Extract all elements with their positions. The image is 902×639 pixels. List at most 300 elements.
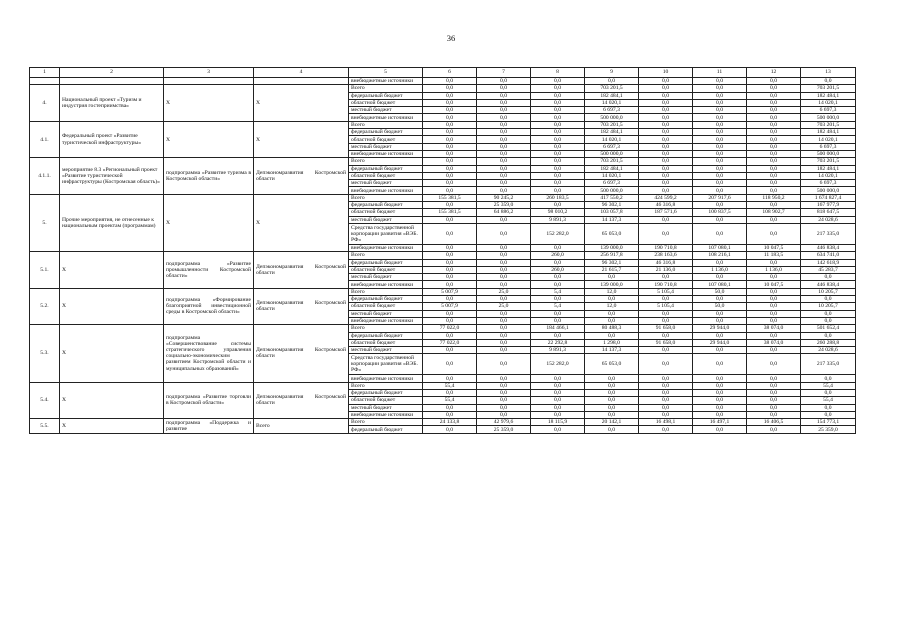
- amount-cell: 0,0: [747, 92, 801, 99]
- program-name: подпрограмма «Развитие туризма в Костромской области»: [164, 158, 254, 194]
- amount-cell: 182 484,1: [585, 129, 639, 136]
- amount-cell: 0,0: [747, 375, 801, 382]
- amount-cell: 0,0: [423, 404, 477, 411]
- amount-cell: 0,0: [531, 375, 585, 382]
- funding-source: федеральный бюджет: [349, 259, 423, 266]
- amount-cell: 0,0: [693, 129, 747, 136]
- amount-cell: 0,0: [747, 347, 801, 354]
- row-number: 5.: [30, 194, 60, 251]
- amount-cell: 217 335,0: [801, 223, 856, 244]
- amount-cell: 0,0: [477, 259, 531, 266]
- amount-cell: 0,0: [423, 332, 477, 339]
- amount-cell: 0,0: [423, 310, 477, 317]
- amount-cell: 0,0: [423, 150, 477, 157]
- amount-cell: 65 053,0: [585, 223, 639, 244]
- amount-cell: 0,0: [423, 107, 477, 114]
- amount-cell: 0,0: [585, 426, 639, 433]
- item-name: Х: [60, 325, 164, 382]
- amount-cell: 0,0: [423, 78, 477, 85]
- amount-cell: 0,0: [531, 296, 585, 303]
- amount-cell: 0,0: [585, 78, 639, 85]
- amount-cell: 182 484,1: [585, 165, 639, 172]
- amount-cell: 5,4: [531, 288, 585, 295]
- item-name: Прочие мероприятия, не отнесенные к национальным проектам (программам): [60, 194, 164, 251]
- amount-cell: 446 838,4: [801, 281, 856, 288]
- amount-cell: 10 047,5: [747, 281, 801, 288]
- amount-cell: 182 484,1: [585, 92, 639, 99]
- amount-cell: 0,0: [747, 389, 801, 396]
- amount-cell: 0,0: [693, 347, 747, 354]
- table-row: [30, 288, 856, 295]
- amount-cell: 0,0: [747, 136, 801, 143]
- amount-cell: 0,0: [423, 354, 477, 375]
- amount-cell: 0,0: [693, 158, 747, 165]
- amount-cell: 29 944,0: [693, 325, 747, 332]
- amount-cell: 0,0: [801, 404, 856, 411]
- amount-cell: 0,0: [693, 165, 747, 172]
- amount-cell: 25 359,0: [801, 426, 856, 433]
- amount-cell: 10 205,7: [801, 288, 856, 295]
- amount-cell: 0,0: [477, 99, 531, 106]
- amount-cell: 0,0: [693, 382, 747, 389]
- amount-cell: 90 245,2: [477, 194, 531, 201]
- funding-source: внебюджетные источники: [349, 375, 423, 382]
- amount-cell: 0,0: [693, 389, 747, 396]
- amount-cell: 0,0: [531, 310, 585, 317]
- amount-cell: 0,0: [423, 347, 477, 354]
- amount-cell: 703 201,5: [801, 85, 856, 92]
- amount-cell: 1 674 827,4: [801, 194, 856, 201]
- amount-cell: 50,0: [693, 303, 747, 310]
- amount-cell: 0,0: [693, 187, 747, 194]
- amount-cell: 0,0: [423, 375, 477, 382]
- amount-cell: 0,0: [531, 121, 585, 128]
- amount-cell: 42 979,6: [477, 419, 531, 426]
- amount-cell: 0,0: [477, 136, 531, 143]
- amount-cell: 0,0: [693, 143, 747, 150]
- amount-cell: 16 406,5: [747, 419, 801, 426]
- amount-cell: 0,0: [747, 404, 801, 411]
- funding-source: Всего: [349, 194, 423, 201]
- amount-cell: 0,0: [477, 114, 531, 121]
- amount-cell: 0,0: [639, 136, 693, 143]
- amount-cell: 0,0: [477, 354, 531, 375]
- funding-source: Всего: [349, 325, 423, 332]
- item-name: Х: [60, 382, 164, 418]
- funding-source: федеральный бюджет: [349, 202, 423, 209]
- amount-cell: 118 950,2: [747, 194, 801, 201]
- amount-cell: 0,0: [639, 165, 693, 172]
- amount-cell: 0,0: [423, 136, 477, 143]
- amount-cell: 0,0: [531, 202, 585, 209]
- amount-cell: 0,0: [585, 375, 639, 382]
- amount-cell: 6 697,3: [585, 143, 639, 150]
- column-header: 9: [585, 68, 639, 78]
- amount-cell: 0,0: [531, 172, 585, 179]
- amount-cell: 0,0: [585, 332, 639, 339]
- amount-cell: 0,0: [531, 274, 585, 281]
- funding-source: местный бюджет: [349, 274, 423, 281]
- amount-cell: 98 010,2: [531, 209, 585, 216]
- program-name: Х: [164, 85, 254, 121]
- amount-cell: 25 359,0: [477, 426, 531, 433]
- amount-cell: 0,0: [477, 281, 531, 288]
- amount-cell: 0,0: [747, 288, 801, 295]
- amount-cell: 14 020,1: [585, 136, 639, 143]
- executor-name: Всего: [254, 419, 349, 434]
- amount-cell: 0,0: [639, 317, 693, 324]
- amount-cell: 0,0: [639, 347, 693, 354]
- amount-cell: 0,0: [585, 382, 639, 389]
- amount-cell: 142 618,9: [801, 259, 856, 266]
- amount-cell: 108 902,7: [747, 209, 801, 216]
- amount-cell: 0,0: [639, 223, 693, 244]
- amount-cell: 207 917,6: [693, 194, 747, 201]
- amount-cell: 155 381,5: [423, 209, 477, 216]
- amount-cell: 0,0: [585, 389, 639, 396]
- funding-source: Всего: [349, 85, 423, 92]
- funding-source: внебюджетные источники: [349, 317, 423, 324]
- table-row: [30, 194, 856, 201]
- funding-source: областной бюджет: [349, 266, 423, 273]
- amount-cell: 0,0: [477, 78, 531, 85]
- funding-source: внебюджетные источники: [349, 114, 423, 121]
- amount-cell: 91 658,0: [639, 339, 693, 346]
- program-name: [164, 78, 254, 85]
- amount-cell: 0,0: [423, 92, 477, 99]
- item-name: Х: [60, 288, 164, 324]
- amount-cell: 260,0: [531, 266, 585, 273]
- page-number: 36: [446, 33, 456, 43]
- amount-cell: 500 000,0: [585, 187, 639, 194]
- amount-cell: 55,4: [801, 397, 856, 404]
- amount-cell: 0,0: [747, 332, 801, 339]
- amount-cell: 0,0: [531, 397, 585, 404]
- amount-cell: 55,4: [423, 397, 477, 404]
- amount-cell: 0,0: [531, 150, 585, 157]
- amount-cell: 0,0: [423, 165, 477, 172]
- funding-source: областной бюджет: [349, 303, 423, 310]
- amount-cell: 260,0: [531, 252, 585, 259]
- amount-cell: 0,0: [747, 150, 801, 157]
- amount-cell: 703 201,5: [585, 158, 639, 165]
- amount-cell: 0,0: [423, 389, 477, 396]
- amount-cell: 0,0: [693, 78, 747, 85]
- column-header: 7: [477, 68, 531, 78]
- amount-cell: 0,0: [747, 223, 801, 244]
- amount-cell: 0,0: [639, 389, 693, 396]
- amount-cell: 256 917,8: [585, 252, 639, 259]
- table-row: [30, 78, 856, 85]
- amount-cell: 14 020,1: [801, 172, 856, 179]
- table-row: [30, 382, 856, 389]
- amount-cell: 152 282,0: [531, 223, 585, 244]
- program-name: Х: [164, 194, 254, 251]
- item-name: Национальный проект «Туризм и индустрия гостеприимства»: [60, 85, 164, 121]
- funding-source: местный бюджет: [349, 107, 423, 114]
- amount-cell: 0,0: [693, 180, 747, 187]
- amount-cell: 0,0: [747, 78, 801, 85]
- amount-cell: 0,0: [477, 252, 531, 259]
- amount-cell: 0,0: [585, 317, 639, 324]
- amount-cell: 0,0: [477, 332, 531, 339]
- amount-cell: 0,0: [423, 143, 477, 150]
- amount-cell: 260 288,8: [801, 339, 856, 346]
- amount-cell: 14 020,1: [585, 172, 639, 179]
- amount-cell: 10 205,7: [801, 303, 856, 310]
- amount-cell: 703 201,5: [585, 85, 639, 92]
- funding-source: федеральный бюджет: [349, 296, 423, 303]
- funding-source: местный бюджет: [349, 180, 423, 187]
- amount-cell: 5 105,4: [639, 288, 693, 295]
- amount-cell: 5,4: [531, 303, 585, 310]
- amount-cell: 0,0: [693, 223, 747, 244]
- amount-cell: 0,0: [801, 296, 856, 303]
- funding-source: областной бюджет: [349, 397, 423, 404]
- amount-cell: 6 697,3: [585, 107, 639, 114]
- amount-cell: 0,0: [423, 281, 477, 288]
- executor-name: Х: [254, 121, 349, 157]
- amount-cell: 818 647,5: [801, 209, 856, 216]
- amount-cell: 0,0: [423, 172, 477, 179]
- amount-cell: 9 891,3: [531, 347, 585, 354]
- amount-cell: 0,0: [477, 143, 531, 150]
- amount-cell: 0,0: [423, 216, 477, 223]
- amount-cell: 0,0: [747, 354, 801, 375]
- funding-source: федеральный бюджет: [349, 92, 423, 99]
- amount-cell: 0,0: [477, 397, 531, 404]
- amount-cell: 0,0: [639, 296, 693, 303]
- amount-cell: 0,0: [477, 411, 531, 418]
- amount-cell: 0,0: [693, 411, 747, 418]
- amount-cell: 0,0: [639, 158, 693, 165]
- amount-cell: 0,0: [531, 244, 585, 251]
- amount-cell: 417 550,2: [585, 194, 639, 201]
- amount-cell: 0,0: [693, 375, 747, 382]
- amount-cell: 0,0: [639, 78, 693, 85]
- amount-cell: 139 000,0: [585, 244, 639, 251]
- amount-cell: 25,0: [477, 288, 531, 295]
- table-row: [30, 121, 856, 128]
- funding-source: Всего: [349, 419, 423, 426]
- amount-cell: 0,0: [693, 172, 747, 179]
- amount-cell: 0,0: [693, 121, 747, 128]
- amount-cell: 0,0: [639, 426, 693, 433]
- amount-cell: 0,0: [423, 259, 477, 266]
- amount-cell: 0,0: [477, 389, 531, 396]
- amount-cell: 107 080,1: [693, 244, 747, 251]
- amount-cell: 0,0: [801, 274, 856, 281]
- amount-cell: 11 183,5: [747, 252, 801, 259]
- amount-cell: 0,0: [693, 150, 747, 157]
- funding-source: местный бюджет: [349, 347, 423, 354]
- table-row: [30, 158, 856, 165]
- amount-cell: 703 201,5: [585, 121, 639, 128]
- funding-source: местный бюджет: [349, 404, 423, 411]
- amount-cell: 260 183,5: [531, 194, 585, 201]
- amount-cell: 0,0: [423, 158, 477, 165]
- amount-cell: 12,0: [585, 303, 639, 310]
- amount-cell: 0,0: [639, 92, 693, 99]
- amount-cell: 0,0: [639, 332, 693, 339]
- amount-cell: 182 484,1: [801, 165, 856, 172]
- amount-cell: 0,0: [423, 266, 477, 273]
- amount-cell: 167 977,9: [801, 202, 856, 209]
- amount-cell: 65 053,0: [585, 354, 639, 375]
- funding-source: местный бюджет: [349, 310, 423, 317]
- row-number: [30, 78, 60, 85]
- amount-cell: 22 292,8: [531, 339, 585, 346]
- program-name: подпрограмма «Совершенствование системы стратегического управления социально-экономическим развитием Костромской области и муниципальных образований»: [164, 325, 254, 382]
- budget-table: [29, 67, 856, 434]
- amount-cell: 0,0: [693, 397, 747, 404]
- amount-cell: 0,0: [423, 426, 477, 433]
- column-header: 11: [693, 68, 747, 78]
- amount-cell: 0,0: [477, 223, 531, 244]
- amount-cell: 0,0: [531, 180, 585, 187]
- amount-cell: 5 007,9: [423, 303, 477, 310]
- amount-cell: 0,0: [693, 107, 747, 114]
- amount-cell: 14 020,1: [801, 136, 856, 143]
- item-name: Х: [60, 252, 164, 288]
- amount-cell: 501 652,4: [801, 325, 856, 332]
- funding-source: Всего: [349, 288, 423, 295]
- amount-cell: 703 201,5: [801, 121, 856, 128]
- table-row: [30, 325, 856, 332]
- amount-cell: 0,0: [801, 411, 856, 418]
- amount-cell: 500 000,0: [801, 114, 856, 121]
- amount-cell: 14 020,1: [585, 99, 639, 106]
- executor-name: Х: [254, 194, 349, 251]
- amount-cell: 0,0: [639, 99, 693, 106]
- amount-cell: 0,0: [693, 296, 747, 303]
- funding-source: федеральный бюджет: [349, 165, 423, 172]
- program-name: подпрограмма «Поддержка и развитие: [164, 419, 254, 434]
- column-header: 10: [639, 68, 693, 78]
- amount-cell: 0,0: [531, 332, 585, 339]
- amount-cell: 0,0: [477, 107, 531, 114]
- amount-cell: 38 074,0: [747, 339, 801, 346]
- amount-cell: 0,0: [801, 332, 856, 339]
- amount-cell: 24 028,6: [801, 216, 856, 223]
- amount-cell: 500 000,0: [801, 150, 856, 157]
- amount-cell: 0,0: [747, 121, 801, 128]
- amount-cell: 0,0: [585, 296, 639, 303]
- amount-cell: 184 466,1: [531, 325, 585, 332]
- amount-cell: 0,0: [477, 375, 531, 382]
- amount-cell: 9 891,3: [531, 216, 585, 223]
- amount-cell: 0,0: [477, 296, 531, 303]
- amount-cell: 0,0: [747, 397, 801, 404]
- amount-cell: 0,0: [747, 99, 801, 106]
- amount-cell: 6 697,3: [801, 180, 856, 187]
- amount-cell: 6 697,3: [801, 143, 856, 150]
- amount-cell: 0,0: [693, 99, 747, 106]
- amount-cell: 96 302,1: [585, 202, 639, 209]
- funding-source: областной бюджет: [349, 172, 423, 179]
- amount-cell: 0,0: [747, 259, 801, 266]
- amount-cell: 0,0: [531, 404, 585, 411]
- amount-cell: 0,0: [693, 310, 747, 317]
- amount-cell: 0,0: [423, 411, 477, 418]
- funding-source: Всего: [349, 158, 423, 165]
- column-header: 12: [747, 68, 801, 78]
- amount-cell: 0,0: [531, 382, 585, 389]
- program-name: подпрограмма «Формирование благоприятной инвестиционной среды в Костромской области»: [164, 288, 254, 324]
- amount-cell: 0,0: [477, 325, 531, 332]
- row-number: 5.1.: [30, 252, 60, 288]
- executor-name: [254, 78, 349, 85]
- amount-cell: 0,0: [531, 158, 585, 165]
- item-name: мероприятие 8.3 «Региональный проект «Развитие туристической инфраструктуры (Костромская область)»: [60, 158, 164, 194]
- amount-cell: 0,0: [531, 129, 585, 136]
- amount-cell: 0,0: [639, 85, 693, 92]
- amount-cell: 0,0: [801, 389, 856, 396]
- amount-cell: 190 710,8: [639, 281, 693, 288]
- amount-cell: 0,0: [747, 216, 801, 223]
- amount-cell: 1 136,0: [693, 266, 747, 273]
- executor-name: Депэкономразвития Костромской области: [254, 288, 349, 324]
- amount-cell: 5 105,4: [639, 303, 693, 310]
- amount-cell: 55,4: [801, 382, 856, 389]
- amount-cell: 21 136,0: [639, 266, 693, 273]
- amount-cell: 0,0: [639, 172, 693, 179]
- amount-cell: 217 335,0: [801, 354, 856, 375]
- amount-cell: 0,0: [423, 85, 477, 92]
- column-header: 1: [30, 68, 60, 78]
- program-name: Х: [164, 121, 254, 157]
- amount-cell: 182 484,1: [801, 92, 856, 99]
- amount-cell: 0,0: [747, 129, 801, 136]
- program-name: подпрограмма «Развитие торговли в Костромской области»: [164, 382, 254, 418]
- amount-cell: 55,4: [423, 382, 477, 389]
- amount-cell: 0,0: [693, 92, 747, 99]
- amount-cell: 0,0: [693, 332, 747, 339]
- amount-cell: 80 488,3: [585, 325, 639, 332]
- amount-cell: 50,0: [693, 288, 747, 295]
- executor-name: Депэкономразвития Костромской области: [254, 382, 349, 418]
- row-number: 5.3.: [30, 325, 60, 382]
- amount-cell: 0,0: [693, 136, 747, 143]
- amount-cell: 0,0: [639, 121, 693, 128]
- amount-cell: 500 000,0: [801, 187, 856, 194]
- funding-source: областной бюджет: [349, 209, 423, 216]
- amount-cell: 0,0: [477, 187, 531, 194]
- amount-cell: 0,0: [639, 354, 693, 375]
- amount-cell: 0,0: [747, 107, 801, 114]
- amount-cell: 0,0: [747, 303, 801, 310]
- amount-cell: 0,0: [801, 78, 856, 85]
- amount-cell: 0,0: [477, 180, 531, 187]
- amount-cell: 24 133,8: [423, 419, 477, 426]
- amount-cell: 0,0: [477, 165, 531, 172]
- amount-cell: 0,0: [639, 114, 693, 121]
- amount-cell: 14 137,3: [585, 347, 639, 354]
- amount-cell: 0,0: [423, 187, 477, 194]
- amount-cell: 103 057,8: [585, 209, 639, 216]
- amount-cell: 0,0: [639, 382, 693, 389]
- amount-cell: 0,0: [531, 411, 585, 418]
- amount-cell: 0,0: [747, 172, 801, 179]
- amount-cell: 0,0: [747, 180, 801, 187]
- amount-cell: 1 298,0: [585, 339, 639, 346]
- table-row: [30, 419, 856, 426]
- amount-cell: 0,0: [531, 426, 585, 433]
- amount-cell: 24 028,6: [801, 347, 856, 354]
- amount-cell: 0,0: [801, 310, 856, 317]
- amount-cell: 0,0: [639, 411, 693, 418]
- row-number: 5.4.: [30, 382, 60, 418]
